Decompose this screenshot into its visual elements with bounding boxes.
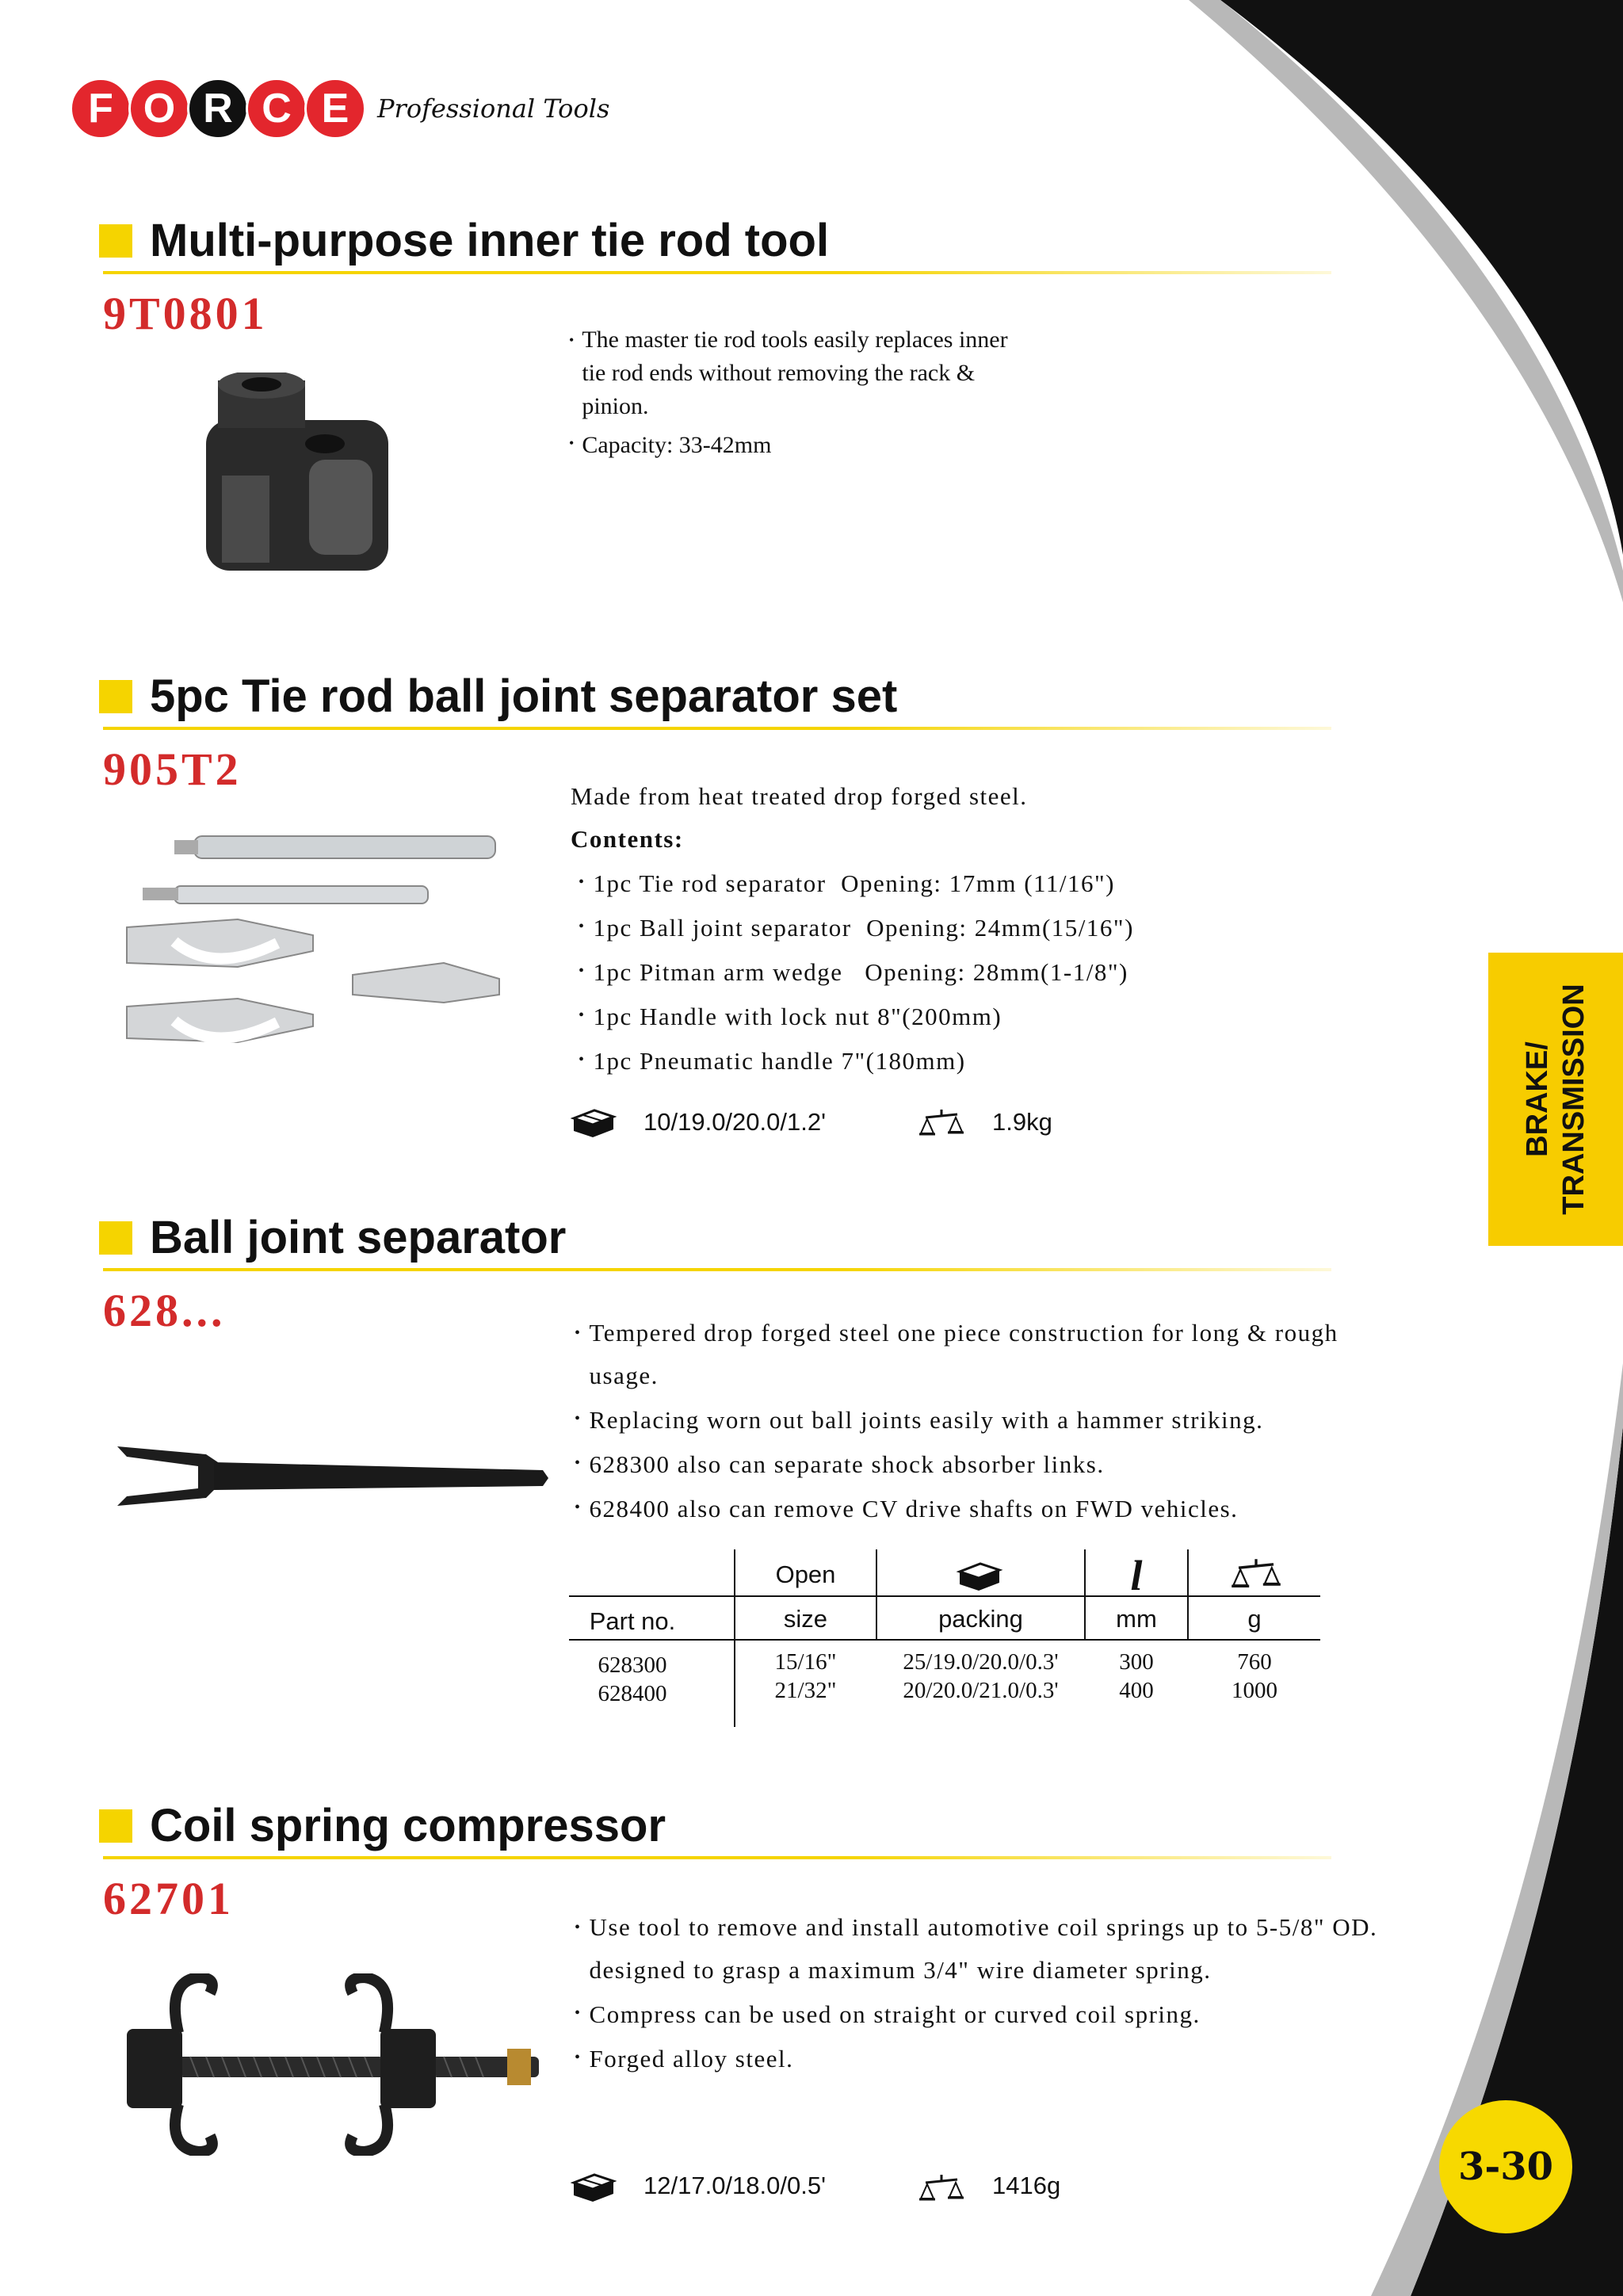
- inner-tie-rod-tool-image: [190, 372, 404, 586]
- col-open-header: Open: [775, 1561, 836, 1588]
- logo-letter-e: E: [304, 78, 366, 139]
- section-1-bullet: • The master tie rod tools easily replaces inner tie rod ends without removing the rack & pinion.: [569, 327, 1008, 419]
- section-3-bullet: • Tempered drop forged steel one piece construction for long & rough usage.: [575, 1319, 1338, 1389]
- section-2-underline: [103, 727, 1331, 730]
- section-1-code: 9T0801: [103, 288, 268, 339]
- section-2-title: [99, 670, 897, 723]
- col-mm-header: mm: [1116, 1605, 1157, 1633]
- section-4-title: [99, 1799, 666, 1852]
- section-3-bullet: • 628400 also can remove CV drive shafts on FWD vehicles.: [575, 1495, 1239, 1522]
- carton-icon: [571, 1106, 617, 1140]
- table-rule-top: [569, 1595, 1320, 1597]
- section-1-bullets: [569, 323, 1044, 462]
- section-marker-icon: [99, 680, 132, 713]
- section-4-underline: [103, 1856, 1331, 1859]
- section-2-text: [571, 775, 1268, 1083]
- logo-letter-f: F: [70, 78, 132, 139]
- section-4-bullets: [575, 1906, 1446, 2080]
- section-1-underline: [103, 271, 1331, 274]
- section-4-code: 62701: [103, 1873, 234, 1924]
- carton-icon: [571, 2170, 617, 2205]
- page-number-badge: 3-30: [1439, 2100, 1572, 2233]
- side-category-tab: [1488, 953, 1623, 1246]
- carton-icon: [955, 1559, 1004, 1594]
- coil-spring-compressor-image: [111, 1973, 555, 2156]
- scale-icon: [919, 2173, 964, 2205]
- section-4-bullet: • Forged alloy steel.: [575, 2045, 794, 2073]
- table-col-size: 15/16" 21/32": [774, 1649, 837, 1703]
- table-col-packing: 25/19.0/20.0/0.3' 20/20.0/21.0/0.3': [903, 1649, 1059, 1703]
- section-3-title: [99, 1211, 566, 1264]
- section-3-bullets: [575, 1312, 1446, 1530]
- ball-joint-separator-image: [111, 1427, 555, 1530]
- section-marker-icon: [99, 1221, 132, 1255]
- side-tab-line-2: TRANSMISSION: [1557, 984, 1591, 1215]
- section-2-packing: 10/19.0/20.0/1.2': [643, 1108, 827, 1136]
- logo-letter-c: C: [246, 78, 307, 139]
- section-1-title-text: Multi-purpose inner tie rod tool: [150, 215, 830, 266]
- logo-letter-o: O: [128, 78, 190, 139]
- brand-tagline: Professional Tools: [377, 94, 610, 124]
- section-4-bullet: • Use tool to remove and install automotive coil springs up to 5-5/8" OD. designed to grasp a maximum 3/4" wire diameter spring.: [575, 1913, 1378, 1984]
- table-col-mm: 300 400: [1119, 1649, 1154, 1703]
- table-row: 628300 628400: [598, 1652, 667, 1706]
- section-3-code: 628...: [103, 1285, 226, 1336]
- spec-table: [569, 1549, 1320, 1732]
- brand-logo: [70, 73, 609, 144]
- side-tab-line-1: BRAKE/: [1521, 1041, 1554, 1157]
- table-col-g: 760 1000: [1232, 1649, 1277, 1703]
- section-3-underline: [103, 1268, 1331, 1271]
- section-3-bullet: • Replacing worn out ball joints easily with a hammer striking.: [575, 1406, 1264, 1434]
- section-2-intro: Made from heat treated drop forged steel.: [571, 782, 1028, 810]
- section-1-bullet: • Capacity: 33-42mm: [569, 432, 772, 458]
- section-2-code: 905T2: [103, 743, 242, 795]
- col-g-header: g: [1247, 1605, 1262, 1633]
- section-2-weight: 1.9kg: [992, 1108, 1052, 1136]
- section-4-packing: 12/17.0/18.0/0.5': [643, 2172, 827, 2199]
- col-part-header: Part no.: [589, 1607, 676, 1635]
- section-2-contents-label: Contents:: [571, 825, 684, 853]
- section-2-bullet: • 1pc Tie rod separator Opening: 17mm (11/16"): [579, 869, 1115, 897]
- section-2-bullet: • 1pc Pneumatic handle 7"(180mm): [579, 1047, 966, 1075]
- section-2-title-text: 5pc Tie rod ball joint separator set: [150, 670, 898, 722]
- col-packing-header: packing: [938, 1605, 1023, 1633]
- section-4-bullet: • Compress can be used on straight or curved coil spring.: [575, 2000, 1201, 2028]
- length-icon: l: [1130, 1552, 1143, 1599]
- table-rule-header: [569, 1639, 1320, 1641]
- section-2-bullet: • 1pc Ball joint separator Opening: 24mm(15/16"): [579, 914, 1134, 942]
- section-2-bullet: • 1pc Handle with lock nut 8"(200mm): [579, 1003, 1002, 1030]
- section-3-bullet: • 628300 also can separate shock absorber links.: [575, 1450, 1105, 1478]
- col-size-header: size: [783, 1605, 828, 1633]
- scale-icon: [919, 1108, 964, 1140]
- section-4-weight: 1416g: [992, 2172, 1061, 2199]
- section-2-bullet: • 1pc Pitman arm wedge Opening: 28mm(1-1/8"): [579, 958, 1128, 986]
- section-3-title-text: Ball joint separator: [150, 1212, 567, 1263]
- separator-set-image: [119, 824, 515, 1078]
- section-marker-icon: [99, 224, 132, 258]
- section-marker-icon: [99, 1809, 132, 1843]
- logo-letter-r: R: [187, 78, 249, 139]
- section-1-title: [99, 214, 829, 267]
- scale-icon: [1232, 1557, 1281, 1592]
- section-4-title-text: Coil spring compressor: [150, 1800, 666, 1851]
